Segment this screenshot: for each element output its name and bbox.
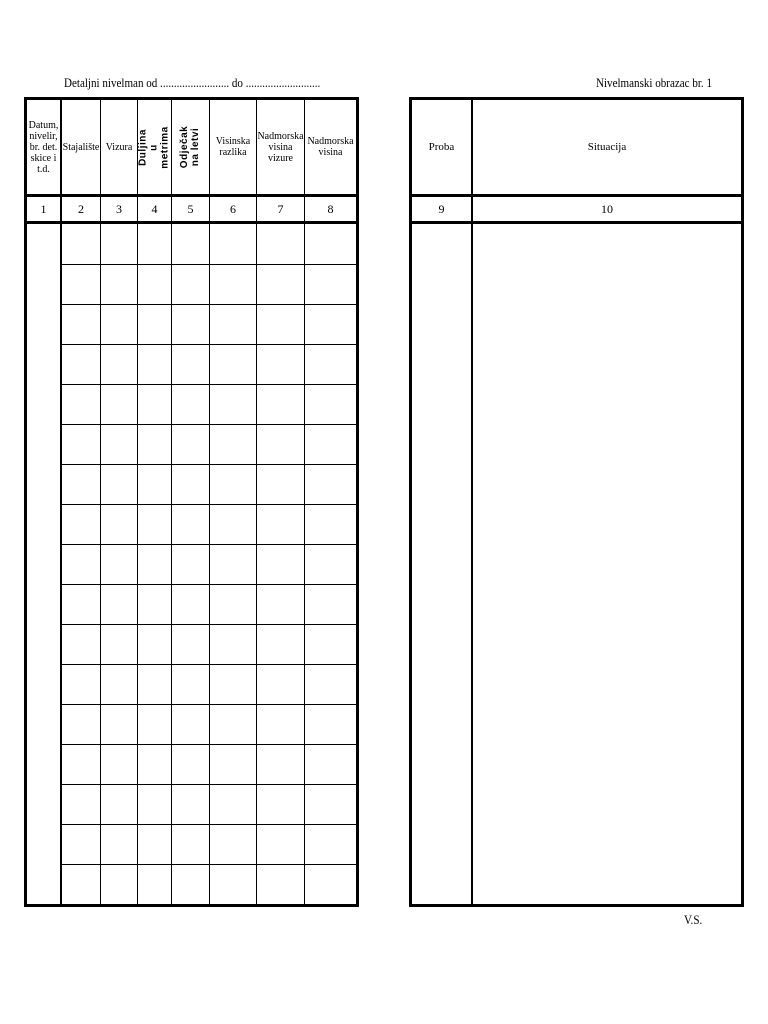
row-divider: [62, 704, 356, 705]
row-divider: [62, 424, 356, 425]
col-header-length-text: Duljina u metrima: [138, 125, 171, 169]
form-number: Nivelmanski obrazac br. 1: [596, 75, 712, 90]
row-divider: [62, 344, 356, 345]
author-initials: V.S.: [684, 912, 703, 927]
row-divider: [62, 744, 356, 745]
col-number: 9: [438, 201, 445, 216]
col-header-reading-text: Odječak na letvi: [179, 125, 202, 169]
col-header-sight-elevation: Nadmorska visina vizure: [257, 130, 304, 164]
row-divider: [62, 304, 356, 305]
col-header-situation: Situacija: [587, 140, 627, 153]
row-divider: [62, 824, 356, 825]
check-table: [409, 97, 744, 907]
col-number: 1: [40, 201, 47, 216]
col-number: 10: [601, 201, 613, 216]
row-divider: [62, 464, 356, 465]
col-header-date: Datum, nivelir, br. det. skice i t.d.: [28, 119, 59, 175]
col-number: 3: [116, 201, 122, 216]
col-header-reading: [172, 100, 209, 194]
col-number: 2: [78, 201, 84, 216]
row-divider: [62, 544, 356, 545]
col-header-height-diff: Visinska razlika: [215, 136, 251, 158]
number-row-divider: [27, 221, 356, 224]
row-divider: [62, 584, 356, 585]
col-number: 6: [230, 201, 236, 216]
col-header-length: [138, 100, 171, 194]
row-divider: [62, 264, 356, 265]
form-title: Detaljni nivelman od ......................... do ...........................: [64, 75, 321, 90]
leveling-table: [24, 97, 359, 907]
row-divider: [62, 864, 356, 865]
col-header-sight: Vizura: [105, 141, 133, 153]
col-number: 8: [327, 201, 334, 216]
row-divider: [62, 784, 356, 785]
col-header-station: Stajalište: [62, 141, 100, 153]
col-number: 5: [187, 201, 194, 216]
col-header-elevation: Nadmorska visina: [307, 136, 354, 158]
col-number: 4: [151, 201, 158, 216]
number-row-divider: [412, 221, 741, 224]
row-divider: [62, 664, 356, 665]
col-header-check: Proba: [428, 140, 455, 153]
row-divider: [62, 504, 356, 505]
row-divider: [62, 624, 356, 625]
col-number: 7: [277, 201, 284, 216]
row-divider: [62, 384, 356, 385]
